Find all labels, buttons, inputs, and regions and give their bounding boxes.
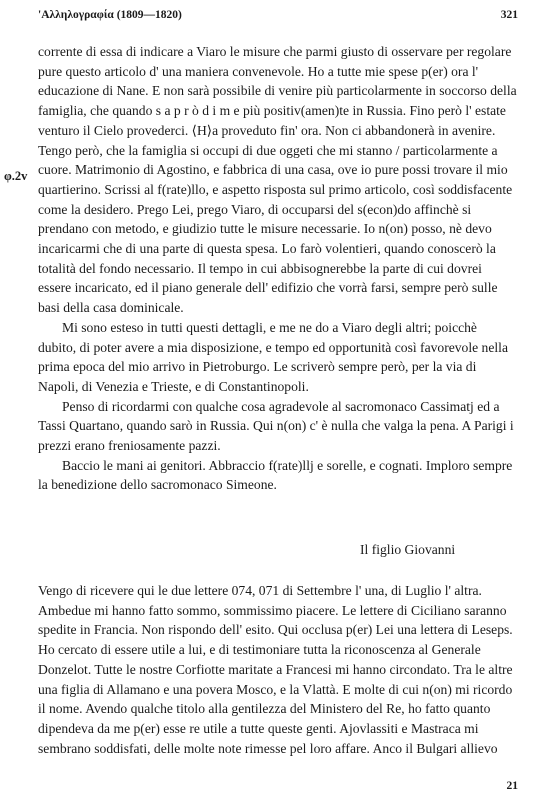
footer-signature-mark: 21 xyxy=(506,780,518,792)
page-number: 321 xyxy=(500,9,518,21)
paragraph: corrente di essa di indicare a Viaro le misure che parmi giusto di osservare per regolare pure questo articolo d' una maniera convenevole. Ho a tutte mie spese p(er) ora l' educazione di Nane. E non sarà possibile di venire più particolarmente in soccorso della famiglia, che quando s a p r ò d i m e più positiv(amen)te in Russia. Fino però l' estate venturo il Cielo provederci. ⟨H⟩a proveduto fin' ora. Non ci abbandonerà in avenire. Tengo però, che la famiglia si occupi di due oggeti che mi stanno / particolarmente a cuore. Matrimonio di Agostino, e fabbrica di una casa, ove io pure possi trovare il mio quartierino. Scrissi al f(rate)llo, e aspetto risposta sul primo articolo, così soddisfacente come la desidero. Prego Lei, prego Viaro, di occuparsi del s(econ)do affinchè si prendano con metodo, e giudizio tutte le misure necessarie. Io n(on) posso, nè devo incaricarmi che di una parte di questa spesa. Lo farò volentieri, quando conoscerò la totalità del fondo necessario. Il tempo in cui abbisognerebbe la parte di cui dovrei essere incaricato, ed il piano generale dell' edifizio che vorrà farsi, sempre però sulle basi della casa dominicale. xyxy=(38,44,517,316)
letter-one-body xyxy=(38,42,518,495)
paragraph: Penso di ricordarmi con qualche cosa agradevole al sacromonaco Cassimatj ed a Tassi Quartano, quando sarò in Russia. Qui n(on) c' è nulla che valga la pena. A Parigi i prezzi erano freniosamente pazzi. xyxy=(38,398,514,454)
paragraph: Vengo di ricevere qui le due lettere 074, 071 di Settembre l' una, di Luglio l' altra. Ambedue mi hanno fatto sommo, sommissimo piacere. Le lettere di Ciciliano saranno spedite in Francia. Non rispondo dell' esito. Qui occlusa p(er) Lei una lettera di Leseps. Ho cercato di essere utile a lui, e di testimoniare tutta la riconoscenza al Generale Donzelot. Tutte le nostre Corfiotte maritate a Francesi mi hanno circondato. Tra le altre una figlia di Allamano e una povera Mosco, e la Vlattà. E molte di cui n(on) mi ricordo il nome. Avendo qualche titolo alla gentilezza del Ministero del Re, ho fatto quanto dipendeva da me p(er) esse re utile a tutte queste genti. Ajovlassiti e Mastraca mi sembrano soddisfati, delle molte note rimesse pel loro affare. Anco il Bulgari allievo xyxy=(38,583,513,756)
letter-signature: Il figlio Giovanni xyxy=(360,542,456,557)
running-head-title: 'Αλληλογραφία (1809—1820) xyxy=(38,9,182,21)
paragraph: Mi sono esteso in tutti questi dettagli, e me ne do a Viaro degli altri; poicchè dubito, di poter avere a mia disposizione, e tempo ed opportunità così favorevole nella prima epoca del mio arrivo in Pietroburgo. Le scriverò sempre però, per la via di Napoli, di Venezia e Trieste, e di Constantinopoli. xyxy=(38,319,508,394)
letter-two-body xyxy=(38,581,518,758)
folio-margin-note: φ.2v xyxy=(4,169,28,183)
paragraph: Baccio le mani ai genitori. Abbraccio f(rate)llj e sorelle, e cognati. Imploro sempre la benedizione dello sacromonaco Simeone. xyxy=(38,457,513,493)
